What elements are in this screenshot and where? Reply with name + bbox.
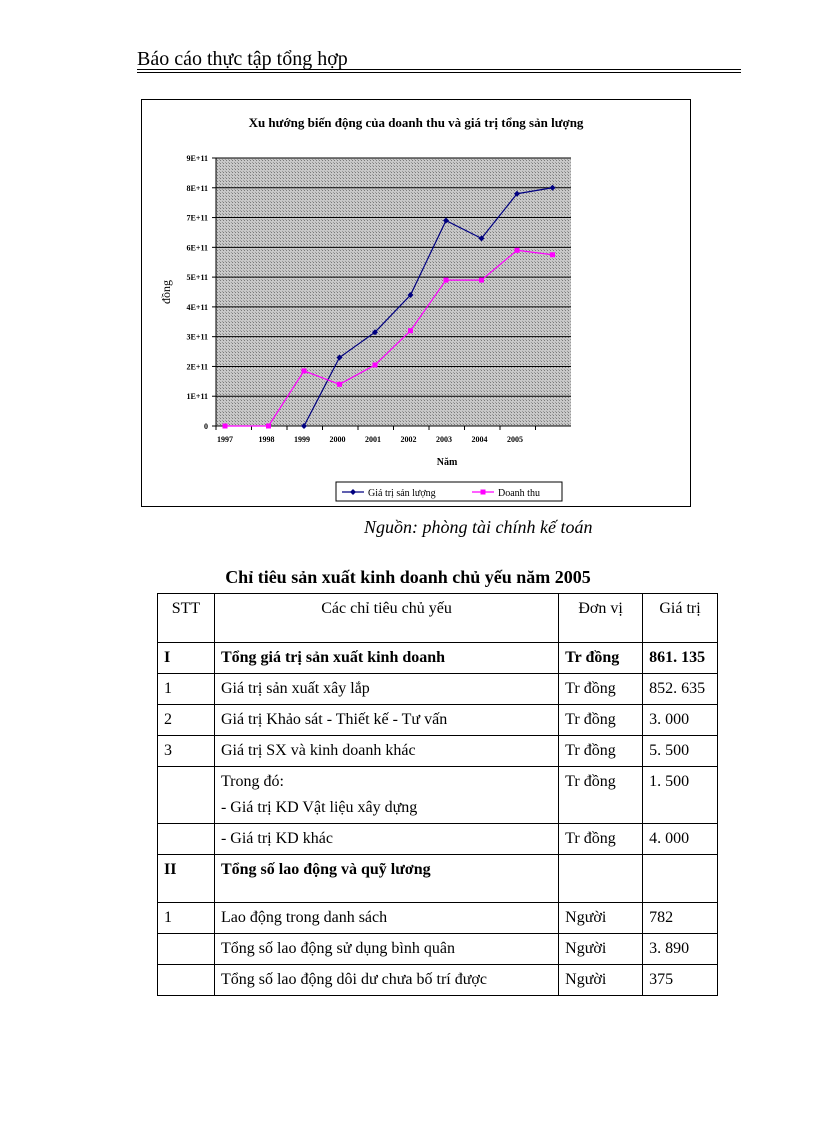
plot-area <box>216 158 571 426</box>
data-point <box>266 424 271 429</box>
x-tick-label: 2002 <box>400 435 417 444</box>
table-cell: 3. 890 <box>643 934 718 965</box>
table-cell <box>158 934 215 965</box>
table-cell: 1 <box>158 903 215 934</box>
table-row <box>158 855 718 903</box>
legend-marker <box>481 490 486 495</box>
table-cell: Người <box>559 934 643 965</box>
table-cell: 782 <box>643 903 718 934</box>
table-cell: Người <box>559 965 643 996</box>
source-note: Nguồn: phòng tài chính kế toán <box>364 517 593 537</box>
data-point <box>444 278 449 283</box>
page-header-title: Báo cáo thực tập tổng hợp <box>137 48 348 70</box>
table-cell: Lao động trong danh sách <box>214 903 558 934</box>
table-row <box>158 934 718 965</box>
table-header-row <box>158 594 718 643</box>
table-cell: I <box>158 643 215 674</box>
data-point <box>550 252 555 257</box>
table-title: Chỉ tiêu sản xuất kinh doanh chủ yếu năm 2005 <box>225 567 591 587</box>
x-tick-label: 2005 <box>507 435 523 444</box>
table-row <box>158 903 718 934</box>
data-point <box>337 382 342 387</box>
y-tick-label: 9E+11 <box>186 154 208 163</box>
table-cell <box>643 855 718 903</box>
table-cell: Tr đồng <box>559 643 643 674</box>
x-tick-label: 2001 <box>365 435 381 444</box>
table-cell: Giá trị SX và kinh doanh khác <box>214 736 558 767</box>
table-row <box>158 736 718 767</box>
table-cell: 3 <box>158 736 215 767</box>
data-point <box>479 278 484 283</box>
x-tick-label: 2000 <box>329 435 346 444</box>
table-cell: 4. 000 <box>643 824 718 855</box>
table-cell <box>158 824 215 855</box>
table-cell: Tr đồng <box>559 674 643 705</box>
table-cell: Tr đồng <box>559 824 643 855</box>
table-cell: 1. 500 <box>643 767 718 824</box>
y-tick-label: 8E+11 <box>186 183 208 193</box>
y-tick-label: 1E+11 <box>186 392 208 402</box>
legend-label: Doanh thu <box>498 488 540 499</box>
x-axis-label: Năm <box>436 457 458 468</box>
table-cell <box>559 855 643 903</box>
chart-title: Xu hướng biến động của doanh thu và giá trị tổng sản lượng <box>248 115 584 130</box>
table-row <box>158 767 718 824</box>
y-tick-label: 5E+11 <box>186 273 208 283</box>
table-row <box>158 643 718 674</box>
table-cell: Người <box>559 903 643 934</box>
table-cell: 861. 135 <box>643 643 718 674</box>
header-cell: Đơn vị <box>559 594 643 643</box>
table-cell: 5. 500 <box>643 736 718 767</box>
header-cell: Giá trị <box>643 594 718 643</box>
table-cell: Tr đồng <box>559 736 643 767</box>
table-row <box>158 824 718 855</box>
table-cell: Tổng số lao động sử dụng bình quân <box>214 934 558 965</box>
table-cell: 375 <box>643 965 718 996</box>
table-cell: II <box>158 855 215 903</box>
y-tick-label: 7E+11 <box>186 213 208 223</box>
table-row <box>158 965 718 996</box>
table-row <box>158 705 718 736</box>
header-rule-top <box>137 69 741 70</box>
x-tick-label: 2004 <box>471 435 488 444</box>
chart-container <box>141 99 691 507</box>
data-point <box>373 362 378 367</box>
y-tick-label: 3E+11 <box>186 332 208 342</box>
table-cell: 1 <box>158 674 215 705</box>
y-tick-label: 2E+11 <box>186 362 208 372</box>
y-axis-label: đồng <box>159 280 173 304</box>
data-point <box>223 424 228 429</box>
header-cell: Các chỉ tiêu chủ yếu <box>214 594 558 643</box>
table-cell: - Giá trị KD khác <box>214 824 558 855</box>
table-cell: Tổng giá trị sản xuất kinh doanh <box>214 643 558 674</box>
legend-label: Giá trị sản lượng <box>368 488 436 499</box>
table-row <box>158 674 718 705</box>
header-cell: STT <box>158 594 215 643</box>
x-tick-label: 2003 <box>436 435 452 444</box>
table-cell: Tr đồng <box>559 767 643 824</box>
table-cell <box>158 965 215 996</box>
table-cell: 2 <box>158 705 215 736</box>
data-point <box>302 368 307 373</box>
data-point <box>408 328 413 333</box>
x-tick-label: 1998 <box>258 435 275 444</box>
data-point <box>515 248 520 253</box>
header-rule-bottom <box>137 72 741 73</box>
table-cell: 3. 000 <box>643 705 718 736</box>
table-cell: 852. 635 <box>643 674 718 705</box>
table-cell: Trong đó: - Giá trị KD Vật liệu xây dựng <box>214 767 558 824</box>
table-cell: Giá trị Khảo sát - Thiết kế - Tư vấn <box>214 705 558 736</box>
kpi-table <box>157 593 718 996</box>
table-cell: Giá trị sản xuất xây lắp <box>214 674 558 705</box>
y-tick-label: 4E+11 <box>186 302 208 312</box>
x-tick-label: 1999 <box>294 435 310 444</box>
line-chart <box>142 100 690 506</box>
table-cell: Tổng số lao động và quỹ lương <box>214 855 558 903</box>
x-tick-label: 1997 <box>217 435 233 444</box>
y-tick-label: 0 <box>204 422 208 431</box>
table-cell <box>158 767 215 824</box>
table-cell: Tổng số lao động dôi dư chưa bố trí được <box>214 965 558 996</box>
table-cell: Tr đồng <box>559 705 643 736</box>
y-tick-label: 6E+11 <box>186 243 208 253</box>
